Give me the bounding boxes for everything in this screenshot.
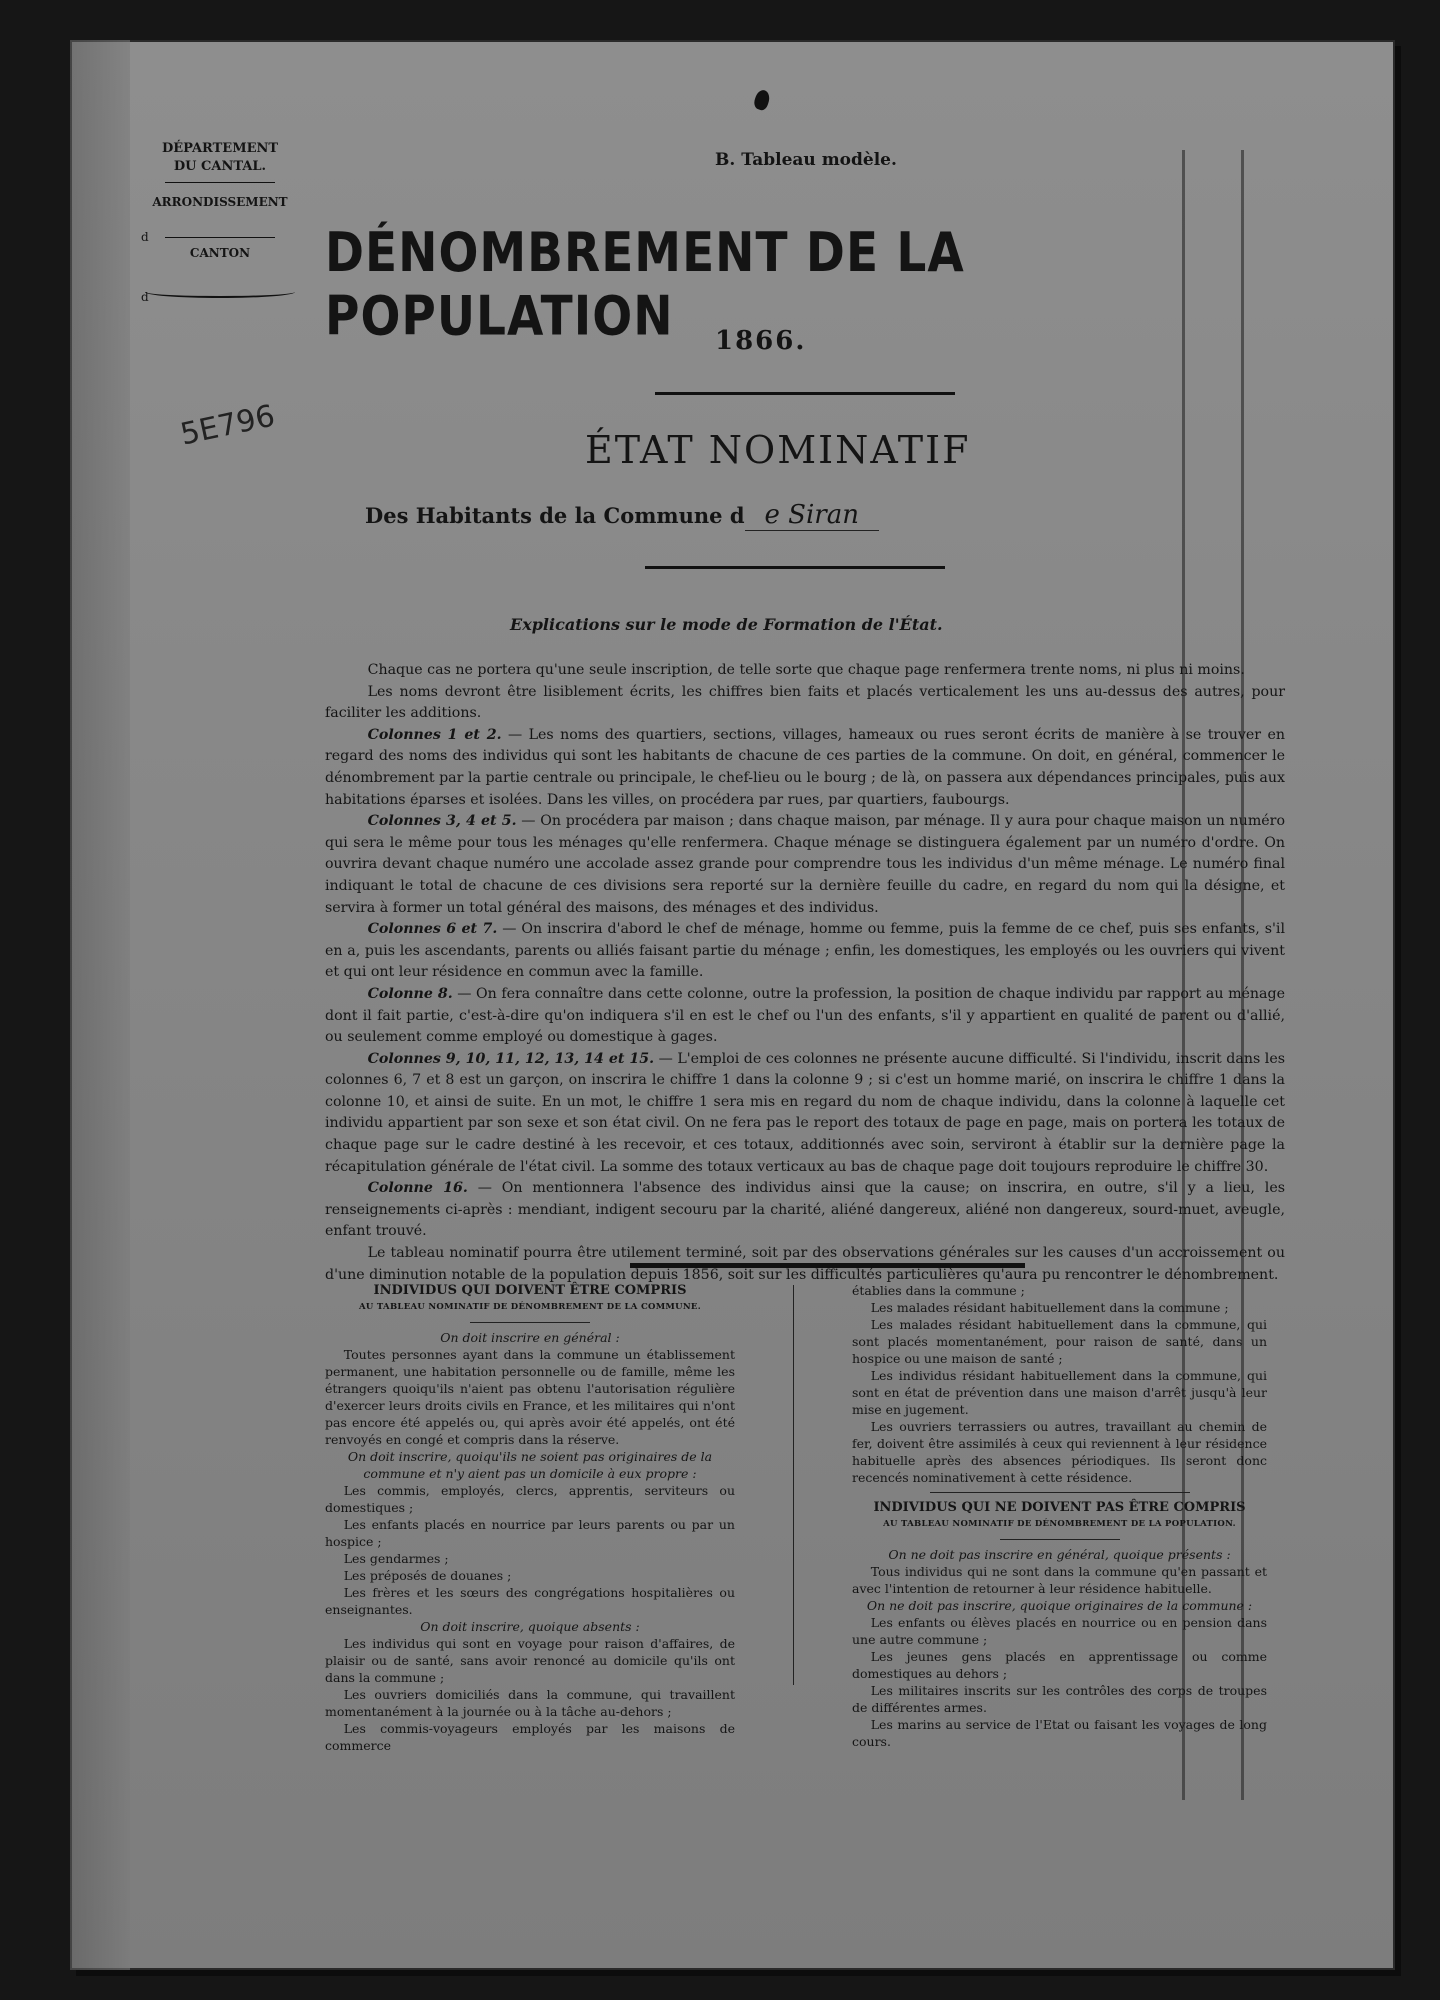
department-rule [165, 182, 275, 183]
left-section-1: On doit inscrire en général : [440, 1330, 620, 1345]
commune-line [365, 500, 879, 530]
commune-label: Des Habitants de la Commune d [365, 503, 745, 528]
right-section-1: On ne doit pas inscrire en général, quoique présents : [888, 1547, 1231, 1562]
list-item: Les militaires inscrits sur les contrôles des corps de troupes de différentes armes. [852, 1683, 1267, 1715]
right-column [852, 1282, 1267, 1750]
department-block [141, 140, 295, 304]
list-item: Les malades résidant habituellement dans la commune, qui sont placés momentanément, pour raison de santé, dans un hospice ou une maison de santé ; [852, 1317, 1267, 1366]
list-item: Les préposés de douanes ; [343, 1568, 512, 1583]
explanations-body [325, 660, 1285, 1286]
arrondissement-label: ARRONDISSEMENT [152, 195, 288, 209]
expl-paragraph: Chaque cas ne portera qu'une seule inscription, de telle sorte que chaque page renfermera trente noms, ni plus ni moins. [367, 662, 1245, 678]
list-item: Les malades résidant habituellement dans la commune ; [870, 1300, 1229, 1315]
left-sep [470, 1322, 590, 1323]
list-item: Les marins au service de l'Etat ou faisant les voyages de long cours. [852, 1717, 1267, 1749]
right-subheading: AU TABLEAU NOMINATIF DE DÉNOMBREMENT DE LA POPULATION. [883, 1519, 1236, 1529]
list-item: Les gendarmes ; [343, 1551, 449, 1566]
left-column [325, 1282, 735, 1754]
list-item: Les enfants placés en nourrice par leurs parents ou par un hospice ; [325, 1517, 735, 1549]
department-name: DU CANTAL. [173, 159, 267, 174]
list-item: Les commis, employés, clercs, apprentis, serviteurs ou domestiques ; [325, 1483, 735, 1515]
right-heading: INDIVIDUS QUI NE DOIVENT PAS ÊTRE COMPRIS [873, 1500, 1246, 1515]
right-sep-small [1000, 1539, 1120, 1540]
main-title: DÉNOMBREMENT DE LA POPULATION [325, 221, 965, 349]
expl-paragraph: Le tableau nominatif pourra être utilement terminé, soit par des observations générales sur les causes d'un accroissement ou d'une diminution notable de la population depuis 1856, soit sur les difficultés particulières qu'aura pu rencontrer le dénombrement. [325, 1245, 1285, 1283]
list-item: Les jeunes gens placés en apprentissage ou comme domestiques au dehors ; [852, 1649, 1267, 1681]
left-heading: INDIVIDUS QUI DOIVENT ÊTRE COMPRIS [373, 1283, 687, 1298]
department-label: DÉPARTEMENT [161, 141, 279, 156]
expl-paragraph: Colonnes 3, 4 et 5. — On procédera par maison ; dans chaque maison, par ménage. Il y aura pour chaque maison un numéro qui sera le même pour tous les ménages qu'elle renfermera. Chaque ménage se distinguera également par un numéro d'ordre. On ouvrira devant chaque numéro une accolade assez grande pour comprendre tous les individus d'un même ménage. Le numéro final indiquant le total de chacune de ces divisions sera reporté sur la dernière feuille du cadre, en regard du nom qui la désigne, et servira à former un total général des maisons, des ménages et des individus. [325, 813, 1285, 916]
expl-paragraph: Colonnes 6 et 7. — On inscrira d'abord le chef de ménage, homme ou femme, puis la femme de ce chef, puis ses enfants, s'il en a, puis les ascendants, parents ou alliés faisant partie du ménage ; enfin, les domestiques, les employés ou les ouvriers qui vivent et qui ont leur résidence en commun avec la famille. [325, 921, 1285, 981]
expl-paragraph: Colonnes 9, 10, 11, 12, 13, 14 et 15. — L'emploi de ces colonnes ne présente aucune difficulté. Si l'individu, inscrit dans les colonnes 6, 7 et 8 est un garçon, on inscrira le chiffre 1 dans la colonne 9 ; si c'est un homme marié, on inscrira le chiffre 1 dans la colonne 10, et ainsi de suite. En un mot, le chiffre 1 sera mis en regard du nom de chaque individu, dans la colonne à laquelle cet individu appartient par son sexe et son état civil. On ne fera pas le report des totaux de page en page, mais on portera les totaux de chaque page sur le cadre destiné à les recevoir, et ces totaux, additionnés avec soin, serviront à établir sur la dernière page la récapitulation générale de l'état civil. La somme des totaux verticaux au bas de chaque page doit toujours reproduire le chiffre 30. [325, 1050, 1285, 1175]
section-thick-rule [630, 1263, 1025, 1268]
list-item: Les commis-voyageurs employés par les maisons de commerce [325, 1721, 735, 1753]
list-item: établies dans la commune ; [852, 1283, 1025, 1298]
canton-label: CANTON [189, 246, 251, 260]
title-rule [655, 392, 955, 395]
census-year: 1866. [715, 326, 807, 356]
list-item: Tous individus qui ne sont dans la commune qu'en passant et avec l'intention de retourner à leur résidence habituelle. [852, 1564, 1267, 1596]
commune-name: e Siran [745, 500, 879, 531]
archive-reference: 5E796 [177, 398, 278, 453]
torn-left-edge [70, 40, 130, 1970]
right-sep [930, 1492, 1190, 1493]
expl-paragraph: Colonne 8. — On fera connaître dans cette colonne, outre la profession, la position de chaque individu par rapport au ménage dont il fait partie, c'est-à-dire qu'on indiquera s'il en est le chef ou l'un des enfants, s'il y appartient en qualité de parent ou d'allié, ou seulement comme employé ou domestique à gages. [325, 985, 1285, 1046]
column-divider [793, 1285, 794, 1685]
arrondissement-rule [165, 237, 275, 238]
department-swoosh [145, 286, 295, 298]
expl-paragraph: Colonne 16. — On mentionnera l'absence des individus ainsi que la cause; on inscrira, en outre, s'il y a lieu, les renseignements ci-après : mendiant, indigent secouru par la charité, aliéné dangereux, aliéné non dangereux, sourd-muet, aveugle, enfant trouvé. [325, 1180, 1286, 1240]
expl-paragraph: Colonnes 1 et 2. — Les noms des quartiers, sections, villages, hameaux ou rues seront écrits de manière à se trouver en regard des noms des individus qui sont les habitants de chacune de ces parties de la commune. On doit, en général, commencer le dénombrement par la partie centrale ou principale, le chef-lieu ou le bourg ; de là, on passera aux dépendances principales, puis aux habitations éparses et isolées. Dans les villes, on procédera par rues, par quartiers, faubourgs. [325, 726, 1285, 808]
list-item: Les individus qui sont en voyage pour raison d'affaires, de plaisir ou de santé, sans avoir renoncé au domicile qu'ils ont dans la commune ; [325, 1636, 735, 1685]
arrondissement-d: d [141, 230, 149, 244]
list-item: Les individus résidant habituellement dans la commune, qui sont en état de prévention dans une maison d'arrêt jusqu'à leur mise en jugement. [852, 1368, 1267, 1417]
left-section-2: On doit inscrire, quoiqu'ils ne soient pas originaires de la commune et n'y aient pas un domicile à eux propre : [347, 1449, 713, 1481]
right-section-2: On ne doit pas inscrire, quoique originaires de la commune : [866, 1598, 1253, 1613]
list-item: Les enfants ou élèves placés en nourrice ou en pension dans une autre commune ; [852, 1615, 1267, 1647]
list-item: Les ouvriers terrassiers ou autres, travaillant au chemin de fer, doivent être assimilés à ceux qui reviennent à leur résidence habituelle après des absences périodiques. Ils seront donc recencés nominativement à cette résidence. [852, 1419, 1267, 1485]
explanations-title: Explications sur le mode de Formation de l'État. [510, 615, 943, 634]
model-label: B. Tableau modèle. [715, 150, 897, 170]
expl-paragraph: Les noms devront être lisiblement écrits, les chiffres bien faits et placés verticalement les uns au-dessus des autres, pour faciliter les additions. [325, 683, 1285, 722]
list-item: Les frères et les sœurs des congrégations hospitalières ou enseignantes. [325, 1585, 735, 1617]
list-item: Les ouvriers domiciliés dans la commune, qui travaillent momentanément à la journée ou à la tâche au-dehors ; [325, 1687, 735, 1719]
canton-d: d [141, 290, 149, 304]
list-item: Toutes personnes ayant dans la commune un établissement permanent, une habitation personnelle ou de famille, même les étrangers quoiqu'ils n'aient pas obtenu l'autorisation régulière d'exercer leurs droits civils en France, et les militaires qui n'ont pas encore été appelés ou, qui après avoir été appelés, ont été renvoyés en congé et compris dans la réserve. [325, 1347, 735, 1447]
subtitle: ÉTAT NOMINATIF [585, 428, 971, 472]
left-subheading: AU TABLEAU NOMINATIF DE DÉNOMBREMENT DE LA COMMUNE. [359, 1302, 701, 1312]
subtitle-rule [645, 566, 945, 569]
left-section-3: On doit inscrire, quoique absents : [420, 1619, 640, 1634]
